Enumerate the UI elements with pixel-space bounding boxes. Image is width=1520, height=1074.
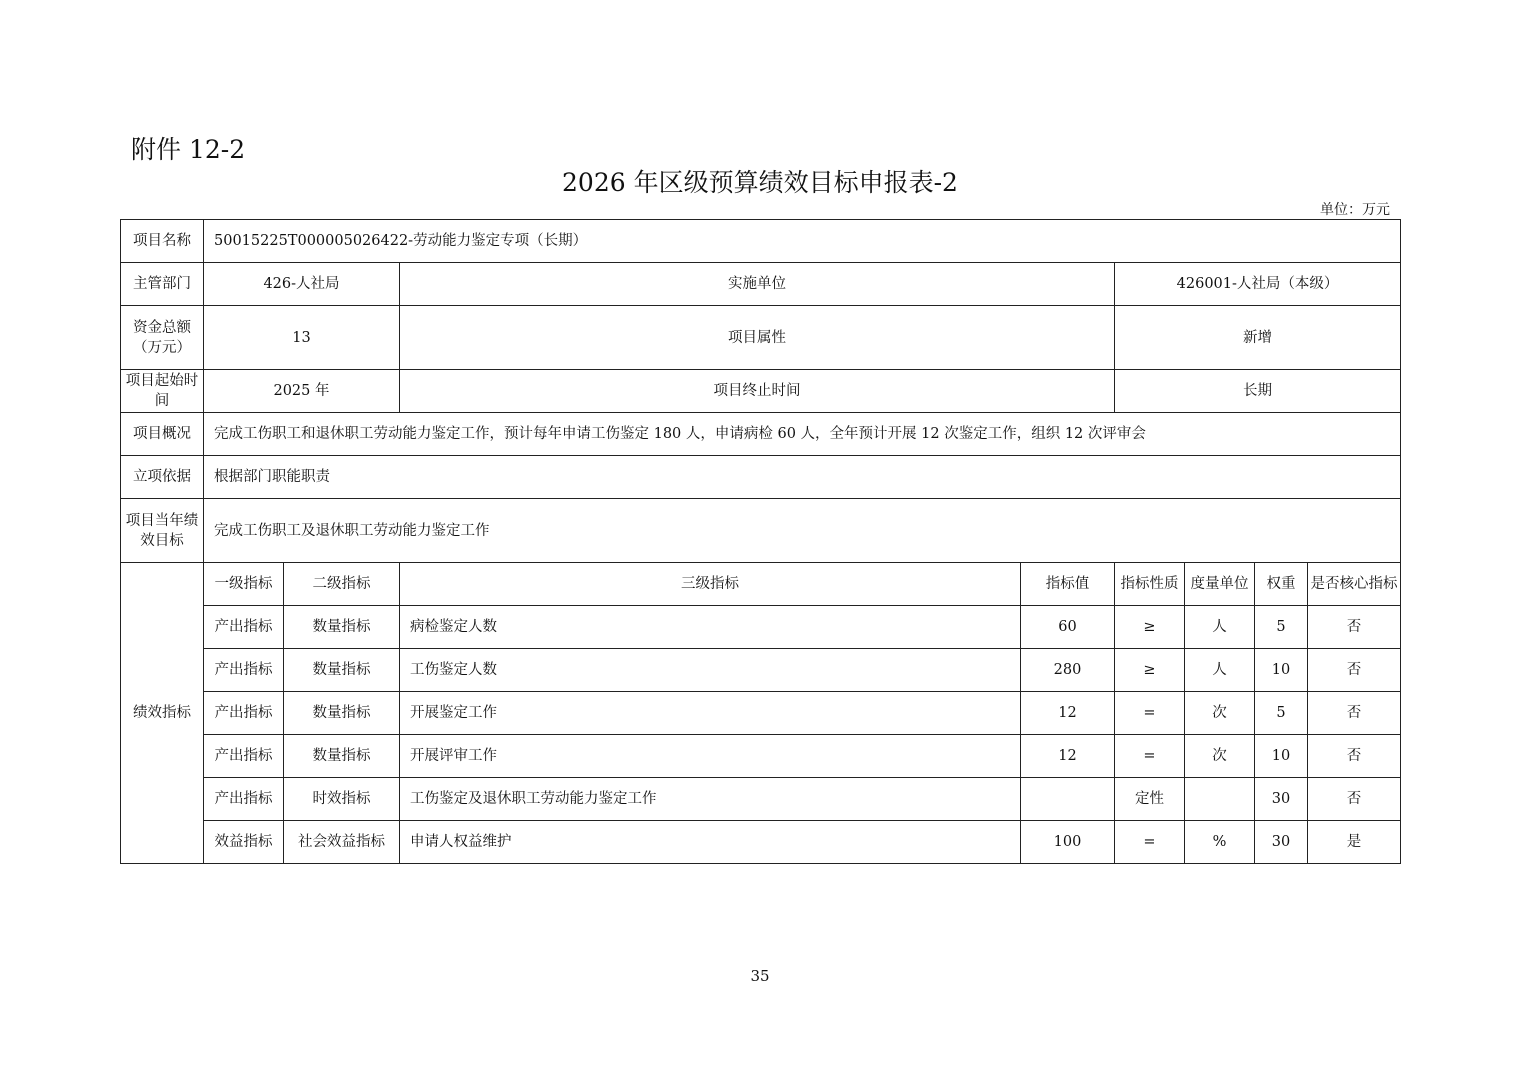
basis-label: 立项依据 [121, 456, 204, 499]
row-unit: 次 [1185, 692, 1255, 735]
header-level1: 一级指标 [204, 563, 284, 606]
attr-label: 项目属性 [400, 306, 1115, 370]
dept-value: 426-人社局 [204, 263, 400, 306]
indicator-row [121, 692, 1401, 735]
row-weight: 30 [1255, 821, 1308, 864]
row-core: 否 [1308, 778, 1401, 821]
indicator-section-label: 绩效指标 [121, 563, 204, 864]
row-unit [1185, 778, 1255, 821]
overview-label: 项目概况 [121, 413, 204, 456]
start-label: 项目起始时间 [121, 370, 204, 413]
budget-table [120, 219, 1401, 864]
overview-value: 完成工伤职工和退休职工劳动能力鉴定工作，预计每年申请工伤鉴定 180 人，申请病检 60 人，全年预计开展 12 次鉴定工作，组织 12 次评审会 [204, 413, 1401, 456]
row-core: 否 [1308, 606, 1401, 649]
row-core: 否 [1308, 735, 1401, 778]
row-weight: 10 [1255, 649, 1308, 692]
goal-row [121, 499, 1401, 563]
indicator-header-row [121, 563, 1401, 606]
row-level2: 数量指标 [284, 692, 400, 735]
indicator-row [121, 606, 1401, 649]
page-number: 35 [750, 967, 770, 985]
row-value: 12 [1021, 735, 1115, 778]
unit-label: 单位：万元 [1320, 202, 1390, 218]
row-level1: 产出指标 [204, 778, 284, 821]
row-level3: 病检鉴定人数 [400, 606, 1021, 649]
basis-row [121, 456, 1401, 499]
row-weight: 5 [1255, 692, 1308, 735]
row-level3: 申请人权益维护 [400, 821, 1021, 864]
indicator-row [121, 821, 1401, 864]
row-level2: 时效指标 [284, 778, 400, 821]
row-unit: 人 [1185, 649, 1255, 692]
project-name-label: 项目名称 [121, 220, 204, 263]
row-core: 是 [1308, 821, 1401, 864]
row-level1: 效益指标 [204, 821, 284, 864]
row-unit: % [1185, 821, 1255, 864]
row-unit: 次 [1185, 735, 1255, 778]
row-level1: 产出指标 [204, 692, 284, 735]
row-nature: = [1115, 692, 1185, 735]
indicator-row [121, 778, 1401, 821]
row-unit: 人 [1185, 606, 1255, 649]
attachment-label: 附件 12-2 [131, 135, 246, 164]
end-label: 项目终止时间 [400, 370, 1115, 413]
row-nature: ≥ [1115, 649, 1185, 692]
header-value: 指标值 [1021, 563, 1115, 606]
department-row [121, 263, 1401, 306]
row-level1: 产出指标 [204, 606, 284, 649]
row-weight: 5 [1255, 606, 1308, 649]
indicator-row [121, 649, 1401, 692]
row-nature: = [1115, 821, 1185, 864]
row-core: 否 [1308, 692, 1401, 735]
goal-label: 项目当年绩效目标 [121, 499, 204, 563]
header-level3: 三级指标 [400, 563, 1021, 606]
row-value: 100 [1021, 821, 1115, 864]
row-level3: 工伤鉴定人数 [400, 649, 1021, 692]
start-value: 2025 年 [204, 370, 400, 413]
header-weight: 权重 [1255, 563, 1308, 606]
row-core: 否 [1308, 649, 1401, 692]
row-level2: 数量指标 [284, 649, 400, 692]
row-level3: 工伤鉴定及退休职工劳动能力鉴定工作 [400, 778, 1021, 821]
row-value: 60 [1021, 606, 1115, 649]
time-row [121, 370, 1401, 413]
project-name-value: 50015225T000005026422-劳动能力鉴定专项（长期） [204, 220, 1401, 263]
header-core: 是否核心指标 [1308, 563, 1401, 606]
row-value: 12 [1021, 692, 1115, 735]
goal-value: 完成工伤职工及退休职工劳动能力鉴定工作 [204, 499, 1401, 563]
fund-value: 13 [204, 306, 400, 370]
row-nature: = [1115, 735, 1185, 778]
dept-label: 主管部门 [121, 263, 204, 306]
row-weight: 30 [1255, 778, 1308, 821]
end-value: 长期 [1115, 370, 1401, 413]
row-level3: 开展鉴定工作 [400, 692, 1021, 735]
attr-value: 新增 [1115, 306, 1401, 370]
row-weight: 10 [1255, 735, 1308, 778]
project-name-row [121, 220, 1401, 263]
row-level2: 社会效益指标 [284, 821, 400, 864]
impl-value: 426001-人社局（本级） [1115, 263, 1401, 306]
row-level2: 数量指标 [284, 606, 400, 649]
row-value: 280 [1021, 649, 1115, 692]
row-level1: 产出指标 [204, 735, 284, 778]
header-unit: 度量单位 [1185, 563, 1255, 606]
row-level3: 开展评审工作 [400, 735, 1021, 778]
impl-label: 实施单位 [400, 263, 1115, 306]
row-nature: ≥ [1115, 606, 1185, 649]
overview-row [121, 413, 1401, 456]
page-title: 2026 年区级预算绩效目标申报表-2 [562, 168, 958, 197]
basis-value: 根据部门职能职责 [204, 456, 1401, 499]
row-value [1021, 778, 1115, 821]
fund-label: 资金总额（万元） [121, 306, 204, 370]
row-nature: 定性 [1115, 778, 1185, 821]
row-level2: 数量指标 [284, 735, 400, 778]
fund-row [121, 306, 1401, 370]
indicator-row [121, 735, 1401, 778]
row-level1: 产出指标 [204, 649, 284, 692]
header-level2: 二级指标 [284, 563, 400, 606]
header-nature: 指标性质 [1115, 563, 1185, 606]
